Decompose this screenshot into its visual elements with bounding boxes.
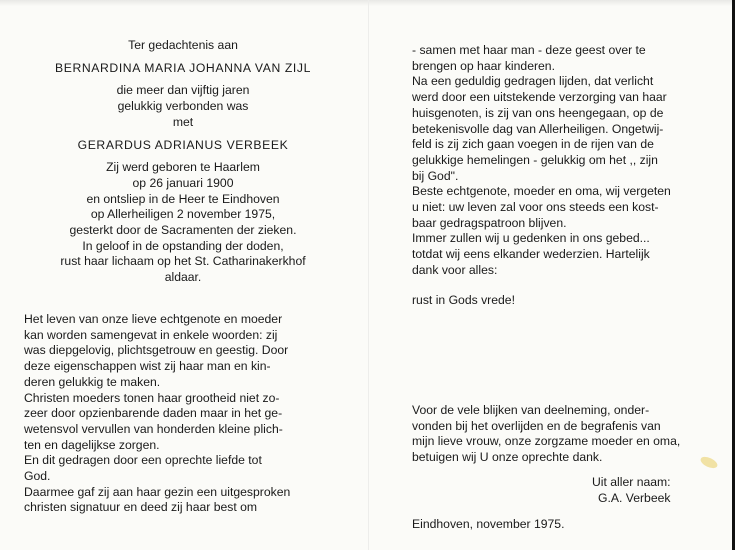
body-line: Christen moeders tonen haar grootheid niet zo- (24, 390, 280, 405)
body-line: wetensvol vervullen van honderden kleine plich- (24, 421, 283, 436)
header-dedication: Ter gedachtenis aan (128, 38, 238, 52)
burial-place: rust haar lichaam op het St. Catharinakerkhof (60, 254, 306, 269)
rest-in-peace-line: rust in Gods vrede! (412, 292, 515, 307)
thanks-line: vonden bij het overlijden en de begrafenis van (412, 418, 661, 433)
body-line: bij God". (412, 168, 459, 183)
thanks-line: Voor de vele blijken van deelneming, onder- (412, 403, 650, 417)
header-line: en ontsliep in de Heer te Eindhoven (86, 191, 280, 206)
body-line: christen signatuur en deed zij haar best om (24, 500, 258, 515)
signature-intro: Uit aller naam: (592, 475, 671, 489)
body-line: ten en dagelijkse zorgen. (24, 437, 160, 452)
place-date-line (412, 517, 564, 533)
thanks-paragraph (412, 403, 680, 466)
body-line: deren gelukkig te maken. (24, 374, 161, 389)
left-page-header (24, 38, 342, 286)
body-line: deze eigenschappen wist zij haar man en kin- (24, 359, 271, 374)
body-line: Immer zullen wij u gedenken in ons gebed... (412, 231, 650, 246)
left-page-body (24, 312, 342, 516)
thanks-line: betuigen wij U onze oprechte dank. (412, 450, 603, 465)
body-line: kan worden samengevat in enkele woorden: zij (24, 327, 278, 342)
right-page-body (412, 43, 712, 308)
body-line: feld is zij zich gaan voegen in de rijen van de (412, 137, 654, 152)
body-line: Na een geduldig gedragen lijden, dat verlicht (412, 74, 654, 89)
body-line: Daarmee gaf zij aan haar gezin een uitgesproken (24, 484, 291, 499)
header-line: aldaar. (164, 270, 202, 285)
birth-date: op 26 januari 1900 (132, 175, 234, 190)
deceased-name: BERNARDINA MARIA JOHANNA VAN ZIJL (55, 60, 311, 75)
body-line: Beste echtgenote, moeder en oma, wij vergeten (412, 184, 671, 199)
header-line: met (172, 114, 194, 129)
body-line: God. (24, 469, 51, 484)
header-line: In geloof in de opstanding der doden, (82, 238, 284, 253)
body-line: totdat wij eens elkander wederzien. Hartelijk (412, 247, 650, 262)
death-date: op Allerheiligen 2 november 1975, (90, 207, 276, 222)
body-line: betekenisvolle dag van Allerheiligen. Ongetwij- (412, 121, 664, 136)
header-line: gesterkt door de Sacramenten der zieken. (69, 223, 297, 238)
body-line: brengen op haar kinderen. (412, 58, 555, 73)
spouse-name: GERARDUS ADRIANUS VERBEEK (77, 137, 289, 152)
body-line: was diepgelovig, plichtsgetrouw en geestig. Door (24, 343, 289, 358)
header-line: die meer dan vijftig jaren (116, 83, 250, 98)
signature-name: G.A. Verbeek (598, 490, 671, 505)
body-line: - samen met haar man - deze geest over te (412, 43, 646, 57)
body-line: zeer door opzienbarende daden maar in het ge- (24, 406, 283, 421)
body-line: u niet: uw leven zal voor ons steeds een kost- (412, 200, 659, 215)
paper-stain (699, 455, 719, 471)
signature-block (592, 475, 671, 506)
header-line: gelukkig verbonden was (117, 99, 249, 114)
body-line: dank voor alles: (412, 262, 498, 277)
card-fold-line (368, 0, 369, 550)
body-line: werd door een uitstekende verzorging van haar (412, 90, 667, 105)
thanks-line: mijn lieve vrouw, onze zorgzame moeder en oma, (412, 434, 681, 449)
body-line: Het leven van onze lieve echtgenote en moeder (24, 312, 283, 326)
body-line: baar gedragspatroon blijven. (412, 215, 567, 230)
header-line: Zij werd geboren te Haarlem (106, 160, 260, 175)
body-line: huisgenoten, is zij van ons heengegaan, op de (412, 105, 664, 120)
body-line: gelukkige hemelingen - gelukkig om het ,, zijn (412, 152, 658, 167)
closing-line: Eindhoven, november 1975. (412, 517, 565, 531)
body-line: En dit gedragen door een oprechte liefde tot (24, 453, 262, 468)
